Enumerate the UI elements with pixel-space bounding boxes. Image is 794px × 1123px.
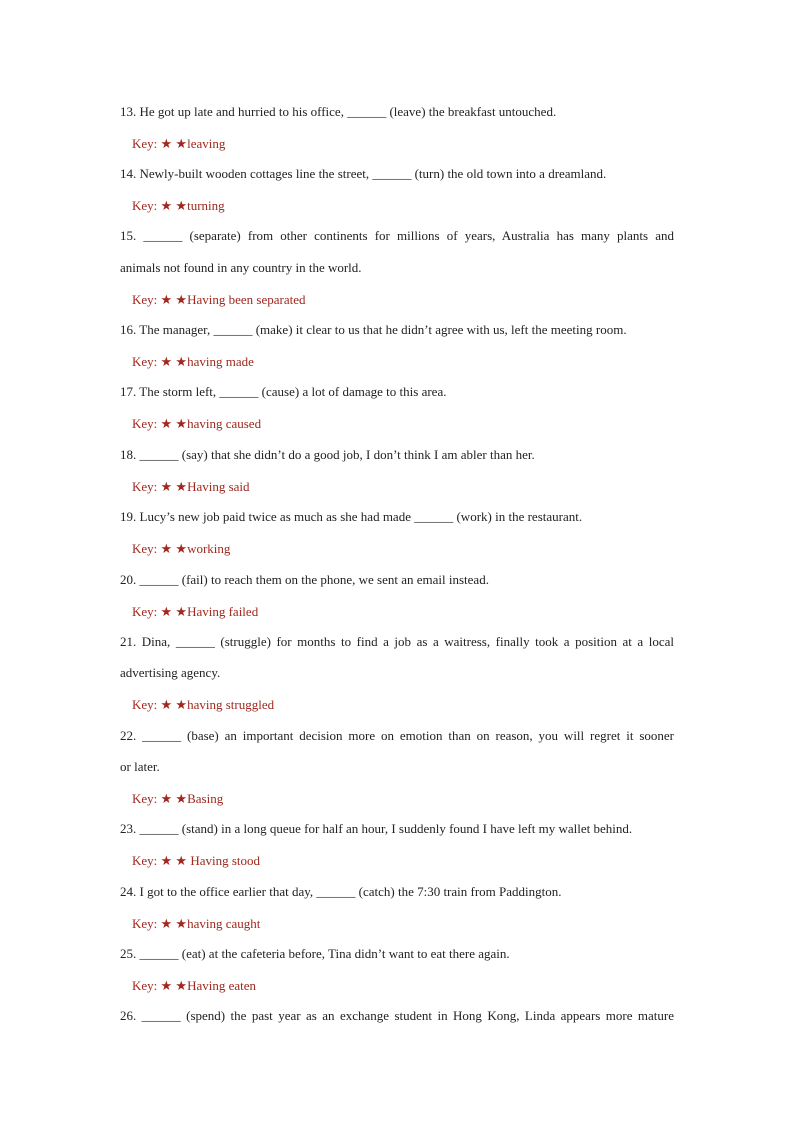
answer-key-20: Key: ★ ★Having failed [132, 604, 259, 619]
question-14: 14. Newly-built wooden cottages line the street, ______ (turn) the old town into a dreamland. [120, 166, 607, 181]
question-26: 26. ______ (spend) the past year as an exchange student in Hong Kong, Linda appears more mature [120, 1008, 674, 1023]
question-17: 17. The storm left, ______ (cause) a lot of damage to this area. [120, 384, 447, 399]
answer-key-21: Key: ★ ★having struggled [132, 697, 275, 712]
question-22-continuation: or later. [120, 759, 160, 774]
answer-key-17: Key: ★ ★having caused [132, 416, 262, 431]
question-21-continuation: advertising agency. [120, 665, 221, 680]
question-20: 20. ______ (fail) to reach them on the phone, we sent an email instead. [120, 572, 489, 587]
answer-key-19: Key: ★ ★working [132, 541, 231, 556]
question-22: 22. ______ (base) an important decision more on emotion than on reason, you will regret it sooner [120, 728, 674, 743]
question-19: 19. Lucy’s new job paid twice as much as she had made ______ (work) in the restaurant. [120, 509, 583, 524]
question-15-continuation: animals not found in any country in the world. [120, 260, 362, 275]
question-23: 23. ______ (stand) in a long queue for half an hour, I suddenly found I have left my wallet behind. [120, 821, 633, 836]
answer-key-22: Key: ★ ★Basing [132, 791, 224, 806]
answer-key-15: Key: ★ ★Having been separated [132, 292, 306, 307]
answer-key-25: Key: ★ ★Having eaten [132, 978, 257, 993]
question-13: 13. He got up late and hurried to his office, ______ (leave) the breakfast untouched. [120, 104, 557, 119]
answer-key-24: Key: ★ ★having caught [132, 916, 261, 931]
question-25: 25. ______ (eat) at the cafeteria before, Tina didn’t want to eat there again. [120, 946, 510, 961]
answer-key-16: Key: ★ ★having made [132, 354, 254, 369]
answer-key-18: Key: ★ ★Having said [132, 479, 250, 494]
question-24: 24. I got to the office earlier that day, ______ (catch) the 7:30 train from Paddington. [120, 884, 562, 899]
question-18: 18. ______ (say) that she didn’t do a good job, I don’t think I am abler than her. [120, 447, 535, 462]
answer-key-13: Key: ★ ★leaving [132, 136, 226, 151]
question-16: 16. The manager, ______ (make) it clear to us that he didn’t agree with us, left the meeting room. [120, 322, 627, 337]
question-21: 21. Dina, ______ (struggle) for months to find a job as a waitress, finally took a position at a local [120, 634, 674, 649]
question-15: 15. ______ (separate) from other continents for millions of years, Australia has many plants and [120, 228, 674, 243]
answer-key-23: Key: ★ ★ Having stood [132, 853, 261, 868]
answer-key-14: Key: ★ ★turning [132, 198, 225, 213]
